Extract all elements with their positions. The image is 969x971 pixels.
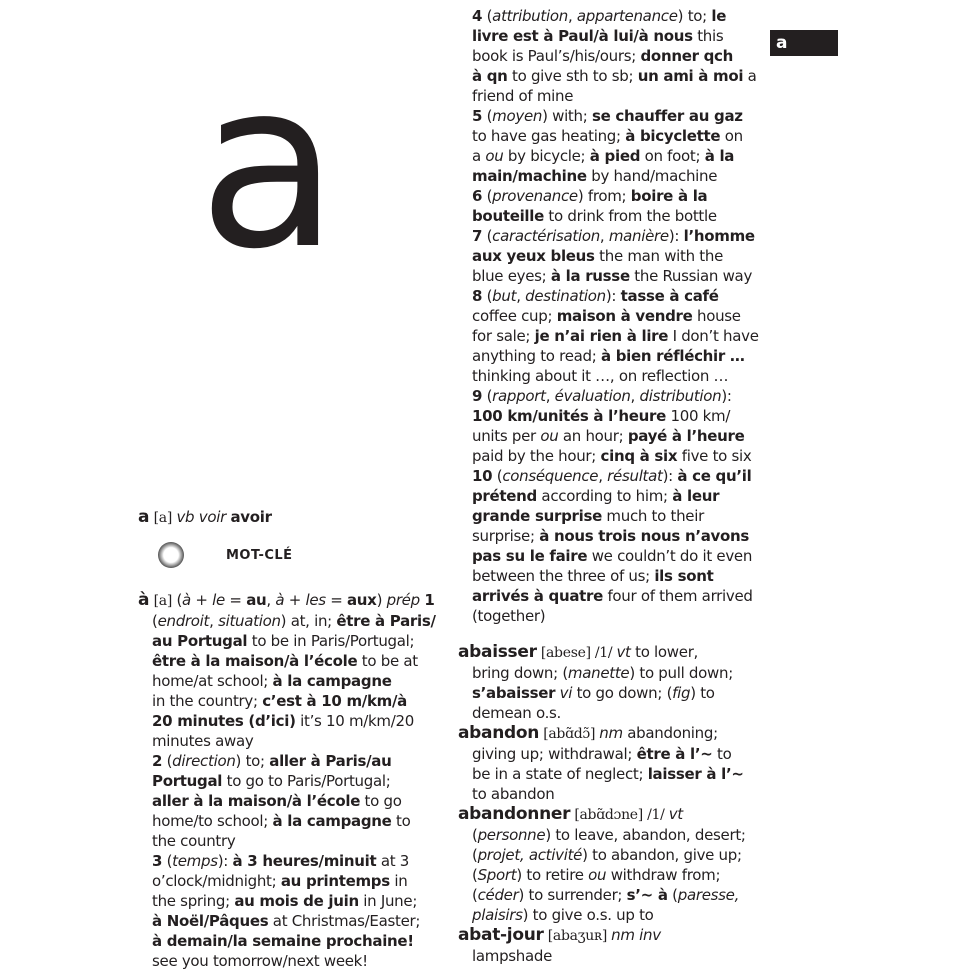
entry-line: main/machine by hand/machine xyxy=(472,167,718,185)
entry-line: between the three of us; ils sont xyxy=(472,567,714,585)
entry-line: be in a state of neglect; laisser à l’~ xyxy=(472,765,744,783)
entry-a-continued xyxy=(458,6,759,626)
entry-line: au Portugal to be in Paris/Portugal; xyxy=(152,632,415,650)
entry-line: 10 (conséquence, résultat): à ce qu’il xyxy=(472,467,752,485)
entry-line: arrivés à quatre four of them arrived xyxy=(472,587,753,605)
entry-line: 8 (but, destination): tasse à café xyxy=(472,287,719,305)
entry-line: units per ou an hour; payé à l’heure xyxy=(472,427,745,445)
entry-line: lampshade xyxy=(472,947,553,965)
entry-line: abandonner [abɑ̃dɔne] /1/ vt xyxy=(458,804,683,824)
entry-abaisser xyxy=(458,642,759,723)
entry-line: à qn to give sth to sb; un ami à moi a xyxy=(472,67,757,85)
entry-line: s’abaisser vi to go down; (fig) to xyxy=(472,684,715,702)
entry-line: friend of mine xyxy=(472,87,574,105)
entry-line: 5 (moyen) with; se chauffer au gaz xyxy=(472,107,743,125)
entry-line: être à la maison/à l’école to be at xyxy=(152,652,418,670)
entry-line: bouteille to drink from the bottle xyxy=(472,207,717,225)
entry-line: giving up; withdrawal; être à l’~ to xyxy=(472,745,732,763)
entry-line: 4 (attribution, appartenance) to; le xyxy=(472,7,727,25)
motcle-marker xyxy=(138,538,436,578)
entry-abat-jour xyxy=(458,925,759,966)
entry-line: abat-jour [abaʒuʀ] nm inv xyxy=(458,925,661,945)
entry-line: (céder) to surrender; s’~ à (paresse, xyxy=(472,886,740,904)
entry-line: surprise; à nous trois nous n’avons xyxy=(472,527,750,545)
entry-abandon xyxy=(458,723,759,804)
entry-abandonner xyxy=(458,804,759,925)
section-tab: a xyxy=(770,30,838,56)
entry-line: book is Paul’s/his/ours; donner qch xyxy=(472,47,734,65)
entry-line: anything to read; à bien réfléchir … xyxy=(472,347,745,365)
entry-line: plaisirs) to give o.s. up to xyxy=(472,906,654,924)
entry-line: (together) xyxy=(472,607,546,625)
entry-line: 6 (provenance) from; boire à la xyxy=(472,187,708,205)
entry-line: minutes away xyxy=(152,732,254,750)
entry-line: o’clock/midnight; au printemps in xyxy=(152,872,408,890)
entry-line: home/at school; à la campagne xyxy=(152,672,392,690)
entry-line: thinking about it …, on reflection … xyxy=(472,367,729,385)
entry-a-verb: a [a] vb voir avoir xyxy=(138,507,272,527)
entry-line: (personne) to leave, abandon, desert; xyxy=(472,826,746,844)
entry-line: abandon [abɑ̃dɔ̃] nm abandoning; xyxy=(458,723,718,743)
entry-line: a ou by bicycle; à pied on foot; à la xyxy=(472,147,735,165)
entry-line: (Sport) to retire ou withdraw from; xyxy=(472,866,721,884)
entry-line: prétend according to him; à leur xyxy=(472,487,720,505)
entry-line: à Noël/Pâques at Christmas/Easter; xyxy=(152,912,421,930)
entry-line: blue eyes; à la russe the Russian way xyxy=(472,267,753,285)
entry-line: for sale; je n’ai rien à lire I don’t have xyxy=(472,327,759,345)
entry-line: home/to school; à la campagne to xyxy=(152,812,411,830)
entry-line: à demain/la semaine prochaine! xyxy=(152,932,414,950)
entry-line: see you tomorrow/next week! xyxy=(152,952,368,970)
entry-line: (endroit, situation) at, in; être à Paris/ xyxy=(152,612,436,630)
right-column xyxy=(458,6,759,966)
entry-line: Portugal to go to Paris/Portugal; xyxy=(152,772,391,790)
entry-line: 3 (temps): à 3 heures/minuit at 3 xyxy=(152,852,410,870)
entry-line: pas su le faire we couldn’t do it even xyxy=(472,547,753,565)
entry-line: bring down; (manette) to pull down; xyxy=(472,664,733,682)
entry-line: 9 (rapport, évaluation, distribution): xyxy=(472,387,732,405)
entry-line: à [a] (à + le = au, à + les = aux) prép 1 xyxy=(138,590,435,610)
entry-line: 2 (direction) to; aller à Paris/au xyxy=(152,752,392,770)
entry-line: the country xyxy=(152,832,236,850)
entry-line: 20 minutes (d’ici) it’s 10 m/km/20 xyxy=(152,712,414,730)
entry-line: demean o.s. xyxy=(472,704,562,722)
entry-line: to have gas heating; à bicyclette on xyxy=(472,127,743,145)
keyword-circle-icon xyxy=(158,542,184,568)
entry-line: abaisser [abese] /1/ vt to lower, xyxy=(458,642,699,662)
entry-line: aller à la maison/à l’école to go xyxy=(152,792,402,810)
entry-line: coffee cup; maison à vendre house xyxy=(472,307,741,325)
entry-line: (projet, activité) to abandon, give up; xyxy=(472,846,742,864)
entry-line: the spring; au mois de juin in June; xyxy=(152,892,418,910)
left-column xyxy=(138,507,436,971)
entry-line: in the country; c’est à 10 m/km/à xyxy=(152,692,407,710)
entry-line: grande surprise much to their xyxy=(472,507,704,525)
motcle-label: MOT-CLÉ xyxy=(226,548,293,563)
headword-letter: a xyxy=(198,33,339,300)
entry-line: to abandon xyxy=(472,785,555,803)
entry-line: 100 km/unités à l’heure 100 km/ xyxy=(472,407,731,425)
entry-line: paid by the hour; cinq à six five to six xyxy=(472,447,752,465)
entry-a-prep xyxy=(138,590,436,971)
entry-line: 7 (caractérisation, manière): l’homme xyxy=(472,227,755,245)
entry-line: aux yeux bleus the man with the xyxy=(472,247,724,265)
entry-line: livre est à Paul/à lui/à nous this xyxy=(472,27,724,45)
